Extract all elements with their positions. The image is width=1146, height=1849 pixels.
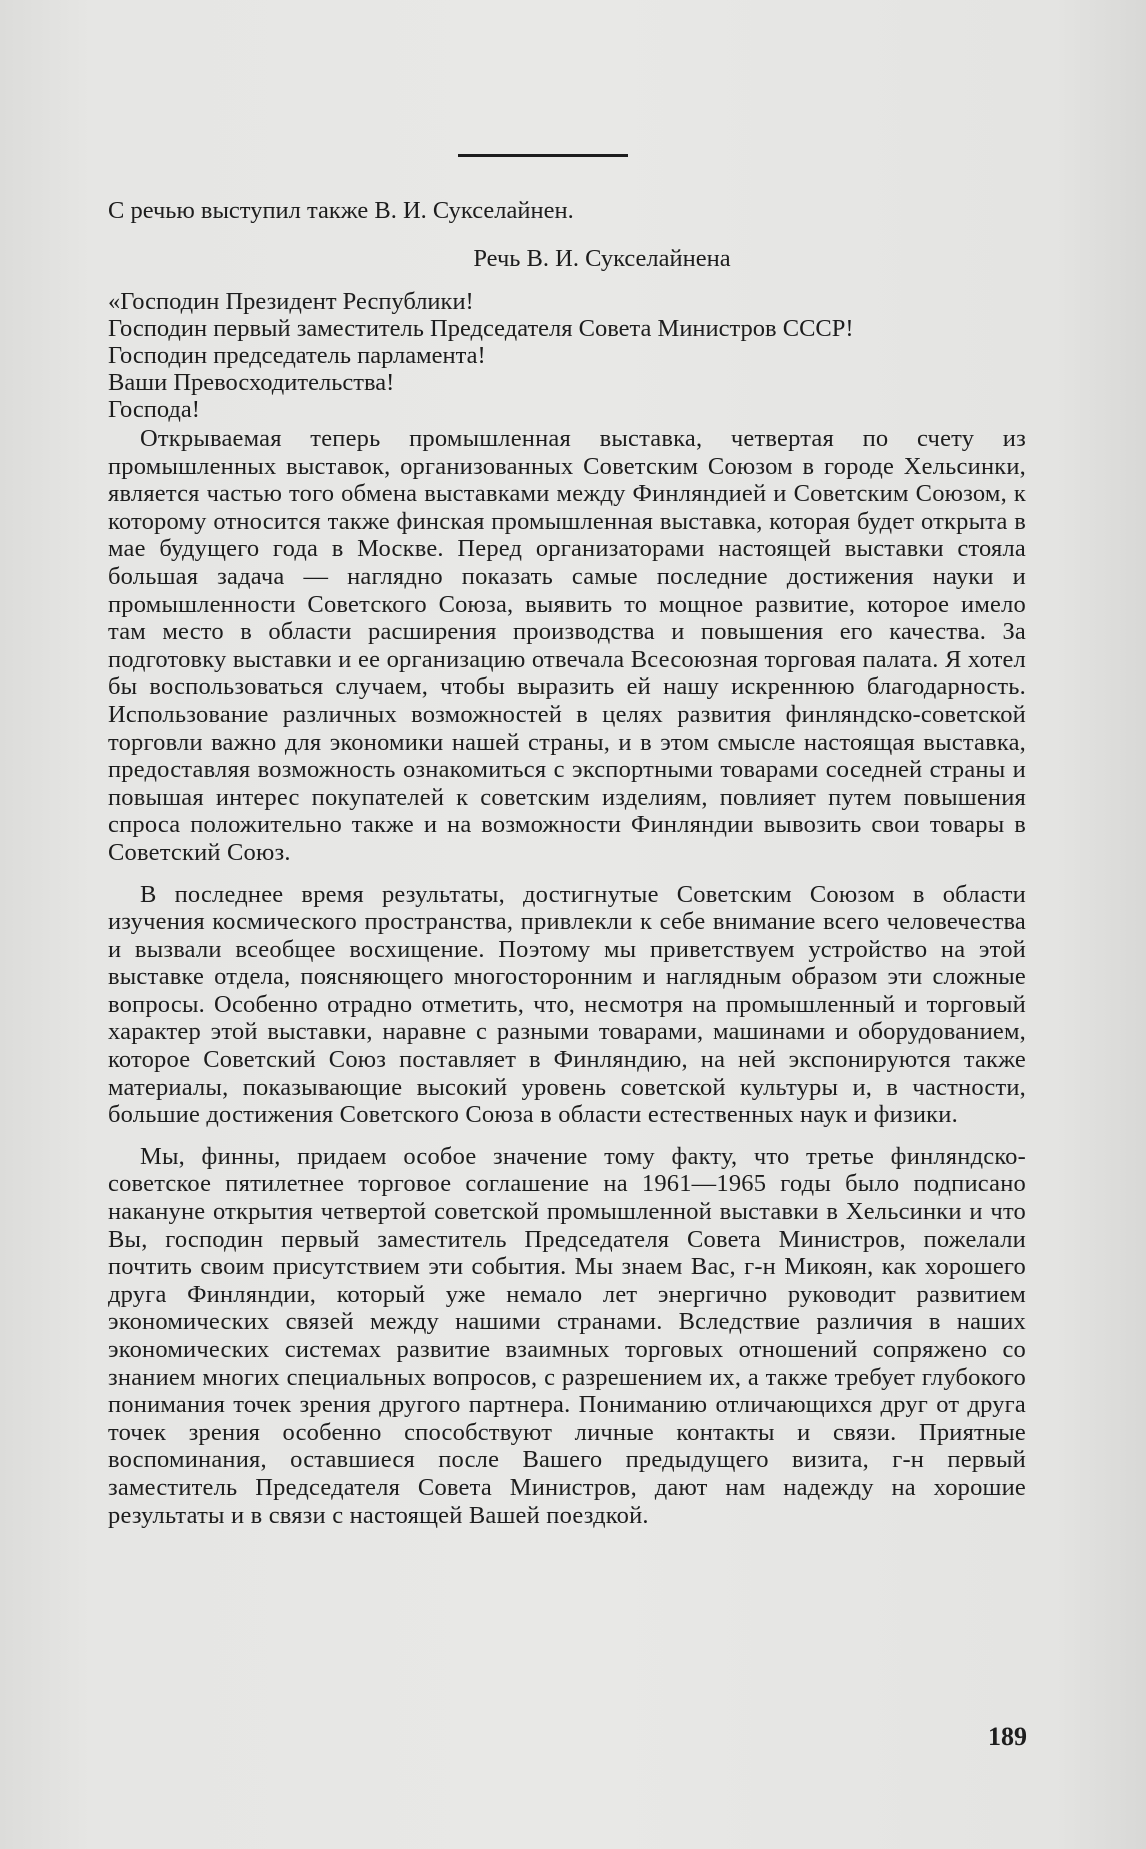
address-line: Господа! (108, 396, 200, 423)
top-divider-rule (458, 154, 628, 157)
intro-line: С речью выступил также В. И. Сукселайнен. (108, 197, 574, 224)
address-line: Ваши Превосходительства! (108, 369, 395, 396)
speech-title: Речь В. И. Сукселайнена (473, 245, 731, 272)
address-line: Господин первый заместитель Председателя Совета Министров СССР! (108, 315, 854, 342)
address-block (108, 288, 1026, 423)
text-column (108, 196, 1026, 1529)
paragraph: В последнее время результаты, достигнутые Советским Союзом в области изучения космического пространства, привлекли к себе внимание всего человечества и вызвали всеобщее восхищение. Поэтому мы приветствуем устройство на этой выставке отдела, поясняющего многосторонним и наглядным образом эти сложные вопросы. Особенно отрадно отметить, что, несмотря на промышленный и торговый характер этой выставки, наравне с разными товарами, машинами и оборудованием, которое Советский Союз поставляет в Финляндию, на ней экспонируются также материалы, показывающие высокий уровень советской культуры и, в частности, большие достижения Советского Союза в области естественных наук и физики. (108, 880, 1026, 1129)
paragraph: Мы, финны, придаем особое значение тому факту, что третье финляндско-советское пятилетнее торговое соглашение на 1961—1965 годы было подписано накануне открытия четвертой советской промышленной выставки в Хельсинки и что Вы, господин первый заместитель Председателя Совета Министров, пожелали почтить своим присутствием эти события. Мы знаем Вас, г-н Микоян, как хорошего друга Финляндии, который уже немало лет энергично руководит развитием экономических связей между нашими странами. Вследствие различия в наших экономических системах развитие взаимных торговых отношений сопряжено со знанием многих специальных вопросов, с разрешением их, а также требует глубокого понимания точек зрения другого партнера. Пониманию отличающихся друг от друга точек зрения особенно способствуют личные контакты и связи. Приятные воспоминания, оставшиеся после Вашего предыдущего визита, г-н первый заместитель Председателя Совета Министров, дают нам надежду на хорошие результаты и в связи с настоящей Вашей поездкой. (108, 1142, 1026, 1529)
paragraph: Открываемая теперь промышленная выставка, четвертая по счету из промышленных выставок, организованных Советским Союзом в городе Хельсинки, является частью того обмена выставками между Финляндией и Советским Союзом, к которому относится также финская промышленная выставка, которая будет открыта в мае будущего года в Москве. Перед организаторами настоящей выставки стояла большая задача — наглядно показать самые последние достижения науки и промышленности Советского Союза, выявить то мощное развитие, которое имело там место в области расширения производства и повышения его качества. За подготовку выставки и ее организацию отвечала Всесоюзная торговая палата. Я хотел бы воспользоваться случаем, чтобы выразить ей нашу искреннюю благодарность. Использование различных возможностей в целях развития финляндско-советской торговли важно для экономики нашей страны, и в этом смысле настоящая выставка, предоставляя возможность ознакомиться с экспортными товарами соседней страны и повышая интерес покупателей к советским изделиям, повлияет путем повышения спроса положительно также и на возможности Финляндии вывозить свои товары в Советский Союз. (108, 425, 1026, 866)
address-line: Господин председатель парламента! (108, 342, 486, 369)
page-number: 189 (988, 1722, 1027, 1751)
body-text (108, 425, 1026, 1529)
address-line: «Господин Президент Республики! (108, 288, 474, 315)
